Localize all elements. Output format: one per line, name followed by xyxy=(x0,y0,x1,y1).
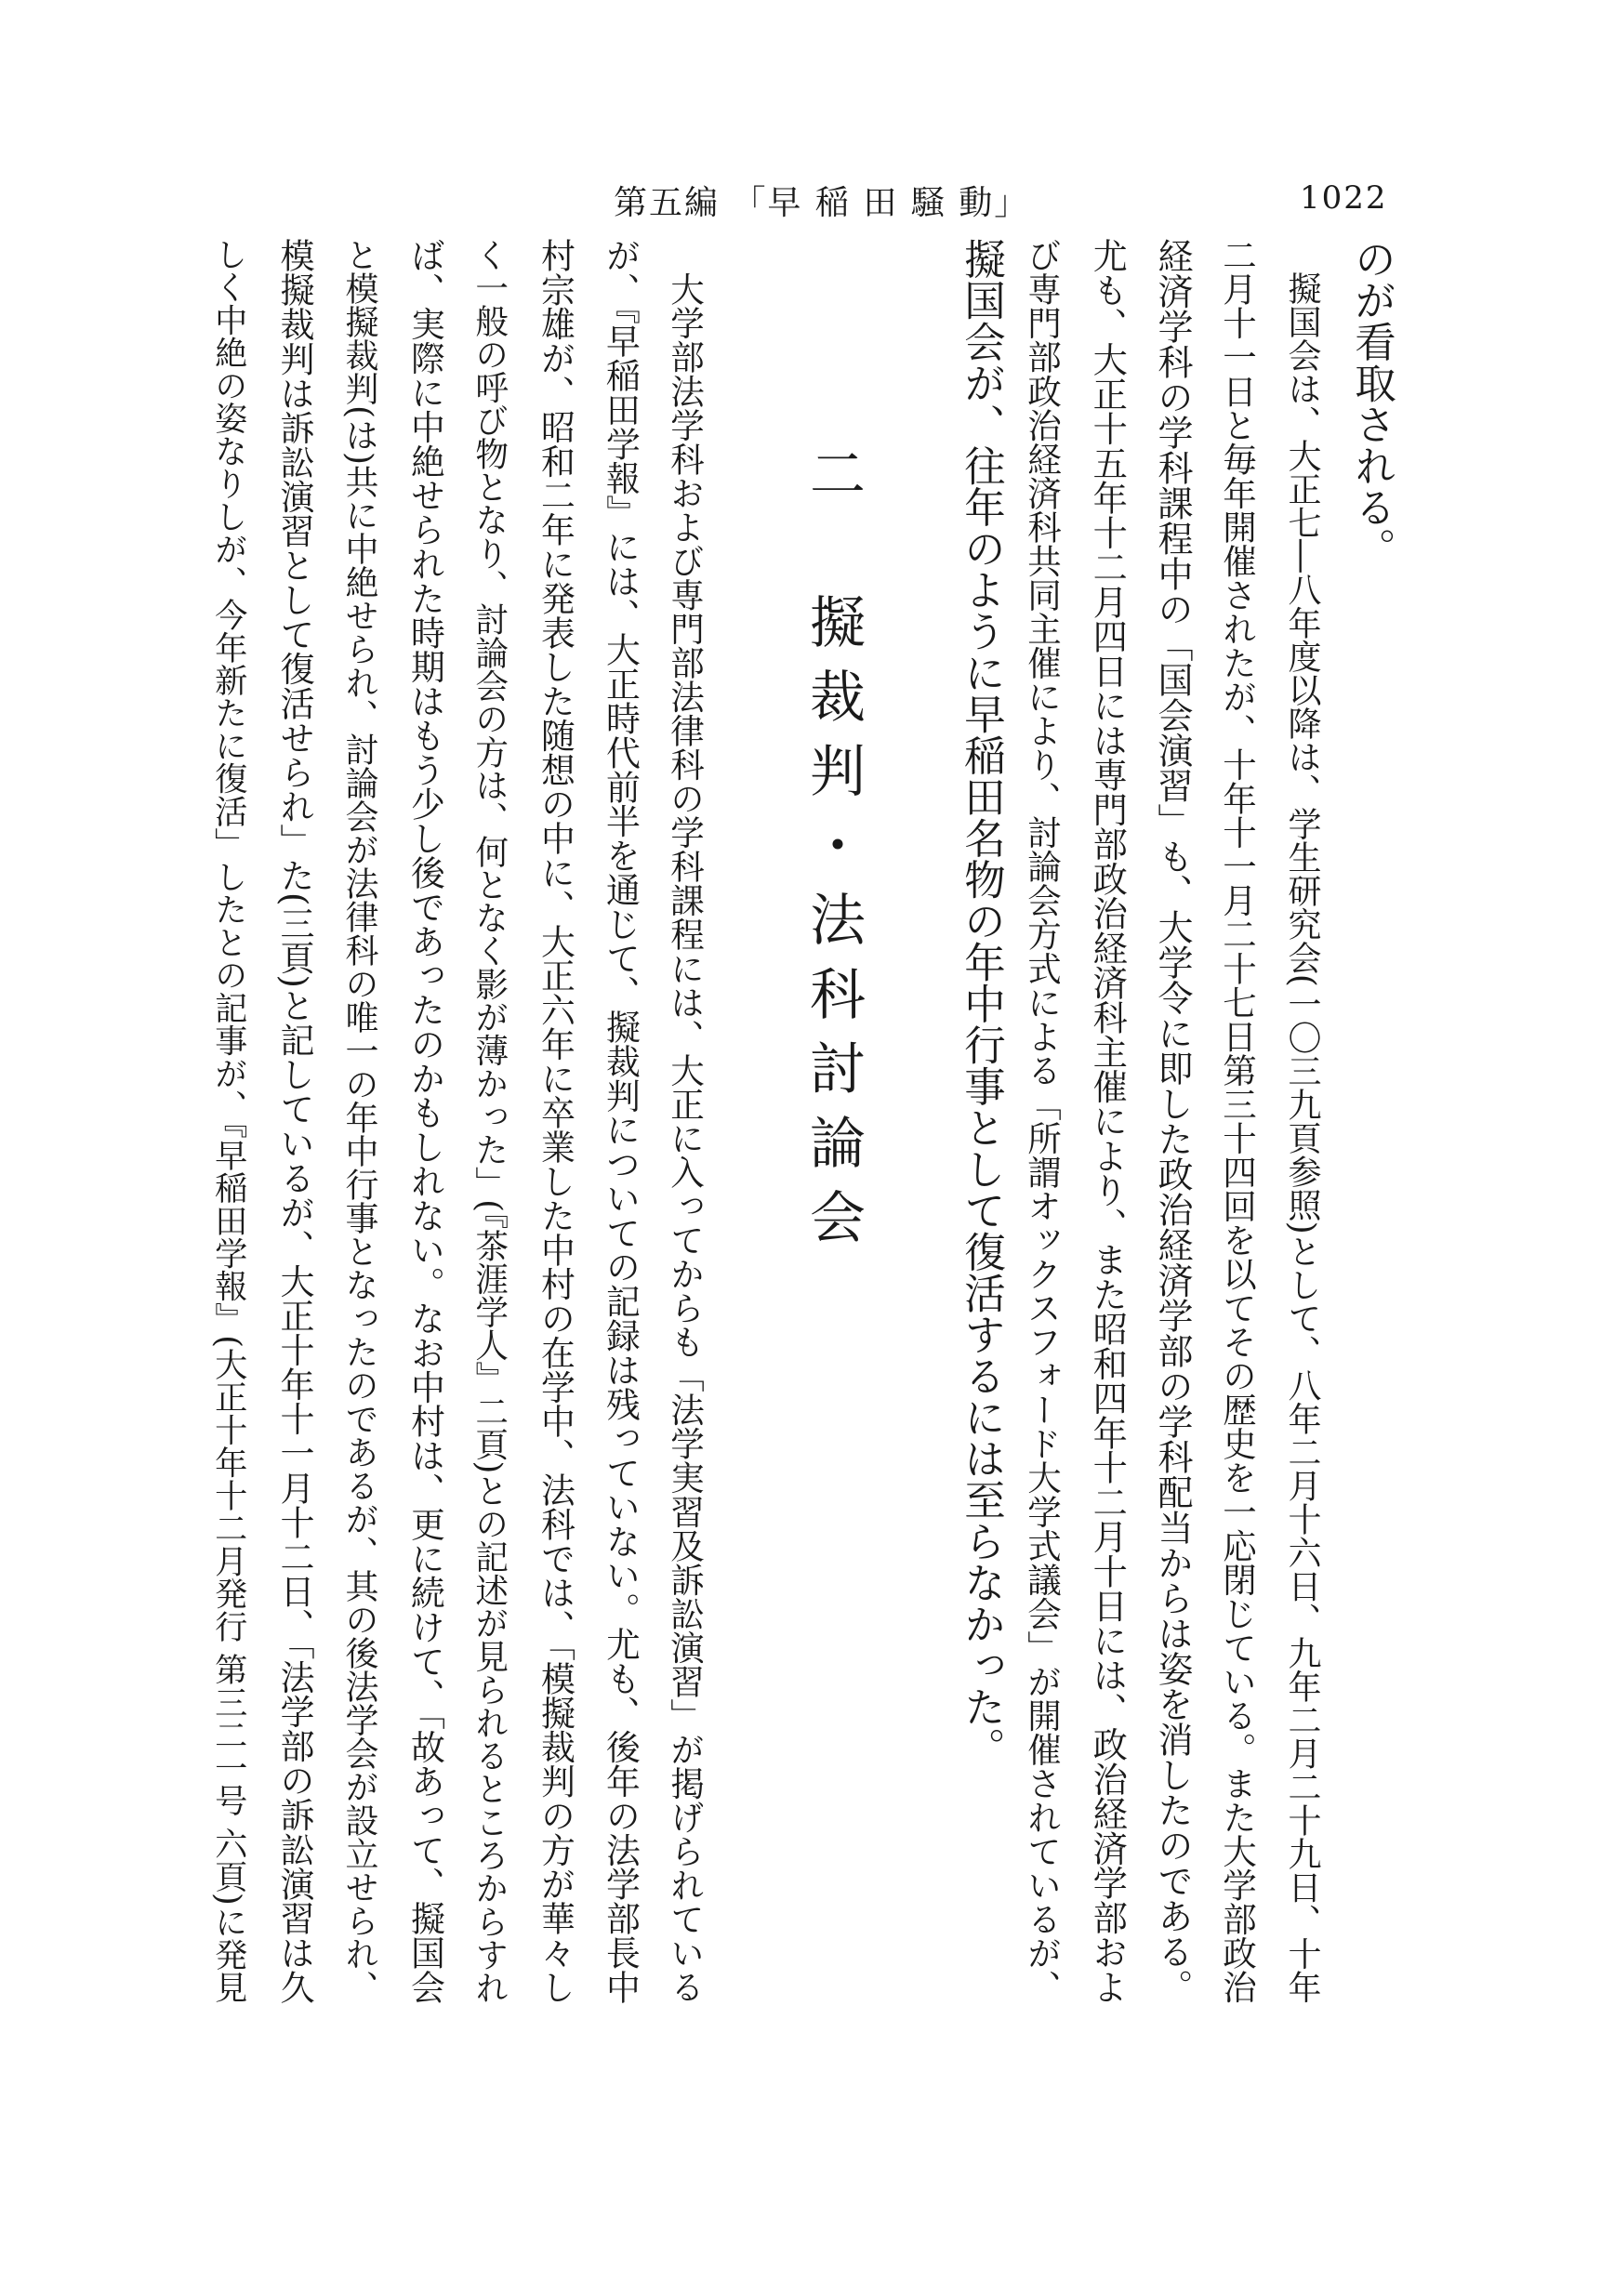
text-column: び専門部政治経済科共同主催により、討論会方式による「所謂オックスフォード大学式議会」が開催されているが、 xyxy=(1022,238,1063,2004)
text-column: 大学部法学科および専門部法律科の学科課程には、大正に入ってからも「法学実習及訴訟演習」が掲げられている xyxy=(665,238,706,2004)
text-column: が、『早稲田学報』には、大正時代前半を通じて、擬裁判についての記録は残っていない。尤も、後年の法学部長中 xyxy=(600,238,641,2004)
text-column: く一般の呼び物となり、討論会の方は、何となく影が薄かった」(『茶涯学人』二頁)との記述が見られるところからすれ xyxy=(470,238,509,2004)
text-column: のが看取される。 xyxy=(1347,238,1396,569)
text-column: ば、実際に中絶せられた時期はもう少し後であったのかもしれない。なお中村は、更に続けて、「故あって、擬国会 xyxy=(404,238,445,2004)
page-number: 1022 xyxy=(1300,179,1388,217)
text-column: 擬国会が、往年のように早稲田名物の年中行事として復活するには至らなかった。 xyxy=(957,238,1005,1769)
text-column: 二月十一日と毎年開催されたが、十年十一月二十七日第三十四回を以てその歴史を一応閉じている。また大学部政治 xyxy=(1217,238,1258,2004)
text-column: 模擬裁判は訴訟演習として復活せられ」た(三頁)と記しているが、大正十年十一月十二日、「法学部の訴訟演習は久 xyxy=(274,238,315,2004)
running-header: 第五編 「早 稲 田 騒 動」 xyxy=(614,184,1030,222)
text-column: 経済学科の学科課程中の「国会演習」も、大学令に即した政治経済学部の学科配当からは姿を消したのである。 xyxy=(1152,238,1193,2004)
text-column: 村宗雄が、昭和二年に発表した随想の中に、大正六年に卒業した中村の在学中、法科では、「模擬裁判の方が華々し xyxy=(535,238,575,2004)
text-column: と模擬裁判(は)共に中絶せられ、討論会が法律科の唯一の年中行事となったのであるが、其の後法学会が設立せられ、 xyxy=(340,238,378,2004)
text-column: 擬国会は、大正七―八年度以降は、学生研究会(一〇三九頁参照)として、八年二月十六日、九年二月二十九日、十年 xyxy=(1283,238,1321,2004)
text-column: 尤も、大正十五年十二月四日には専門部政治経済科主催により、また昭和四年十二月十日には、政治経済学部およ xyxy=(1087,238,1129,2004)
section-heading: 二 擬裁判・法科討論会 xyxy=(800,444,866,1262)
text-column: しく中絶の姿なりしが、今年新たに復活」したとの記事が、『早稲田学報』(大正十年十二月発行 第三二一号 六頁)に発見 xyxy=(209,238,248,2004)
